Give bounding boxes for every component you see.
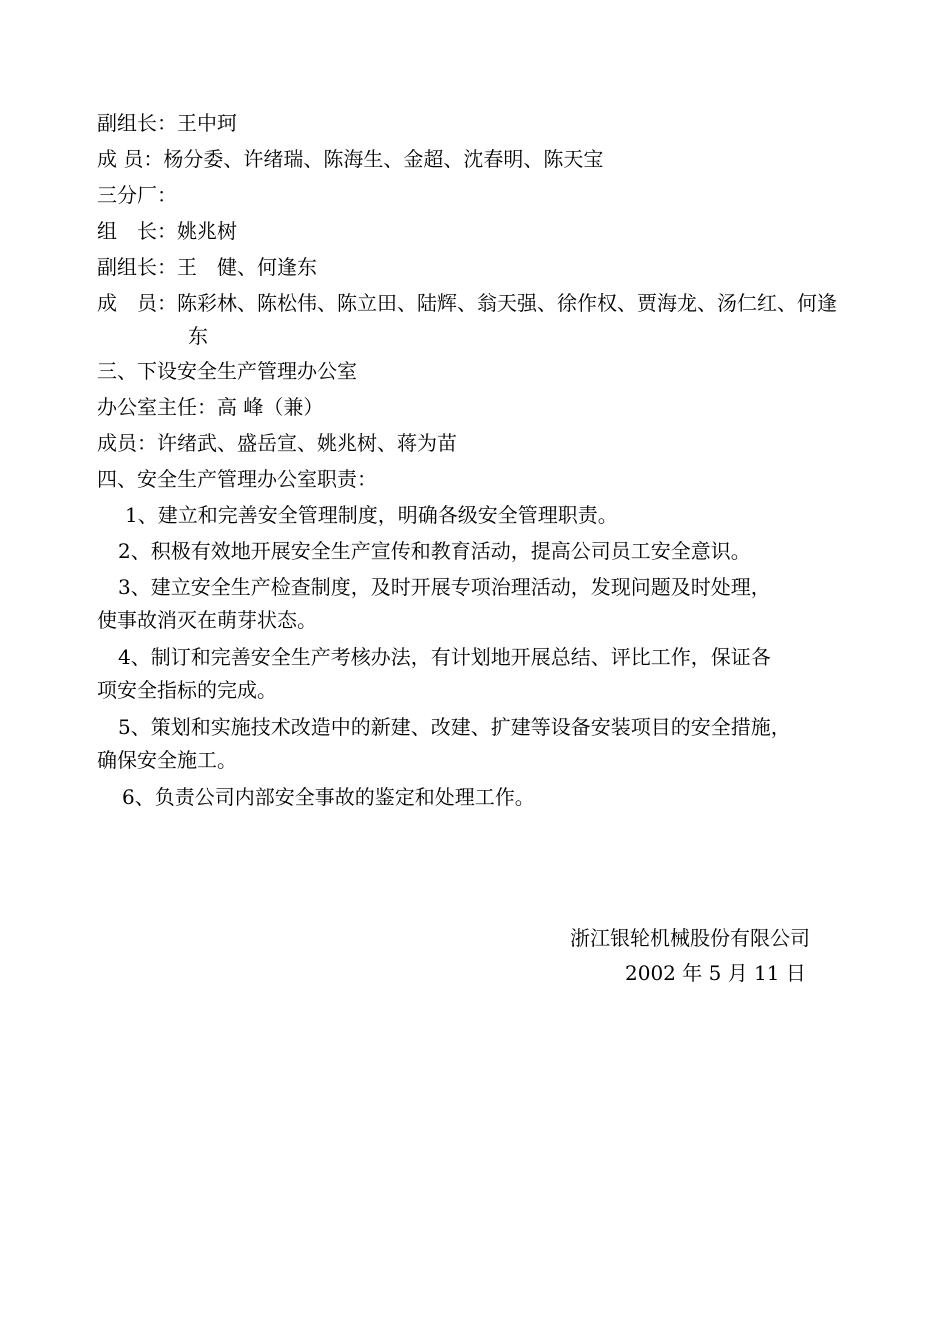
members-line-1: 成 员：杨分委、许绪瑞、陈海生、金超、沈春明、陈天宝: [97, 147, 604, 171]
office-director-line: 办公室主任：高 峰（兼）: [97, 395, 324, 419]
members-line-2-continuation: 东: [188, 324, 208, 348]
company-signature: 浙江银轮机械股份有限公司: [570, 926, 810, 950]
duty-item-2: 2、积极有效地开展安全生产宣传和教育活动，提高公司员工安全意识。: [118, 539, 751, 563]
office-members-line: 成员：许绪武、盛岳宣、姚兆树、蒋为苗: [97, 431, 457, 455]
duty-item-5-continuation: 确保安全施工。: [97, 748, 237, 772]
branch-factory-3-heading: 三分厂：: [97, 183, 177, 207]
vice-leader-line-2: 副组长：王 健、何逢东: [97, 255, 317, 279]
duty-item-3: 3、建立安全生产检查制度，及时开展专项治理活动，发现问题及时处理，: [118, 575, 771, 599]
duty-item-5: 5、策划和实施技术改造中的新建、改建、扩建等设备安装项目的安全措施，: [118, 715, 791, 739]
leader-line: 组 长：姚兆树: [97, 219, 237, 243]
section-3-heading: 三、下设安全生产管理办公室: [97, 359, 357, 383]
duty-item-4-continuation: 项安全指标的完成。: [97, 678, 277, 702]
signature-date: 2002 年 5 月 11 日: [625, 961, 806, 985]
duty-item-6: 6、负责公司内部安全事故的鉴定和处理工作。: [122, 785, 535, 809]
vice-leader-line-1: 副组长：王中珂: [97, 111, 237, 135]
duty-item-1: 1、建立和完善安全管理制度，明确各级安全管理职责。: [125, 503, 618, 527]
members-line-2: 成 员：陈彩林、陈松伟、陈立田、陆辉、翁天强、徐作权、贾海龙、汤仁红、何逢: [97, 291, 837, 315]
duty-item-3-continuation: 使事故消灭在萌芽状态。: [97, 608, 317, 632]
duty-item-4: 4、制订和完善安全生产考核办法，有计划地开展总结、评比工作，保证各: [118, 645, 771, 669]
section-4-heading: 四、安全生产管理办公室职责：: [97, 467, 377, 491]
